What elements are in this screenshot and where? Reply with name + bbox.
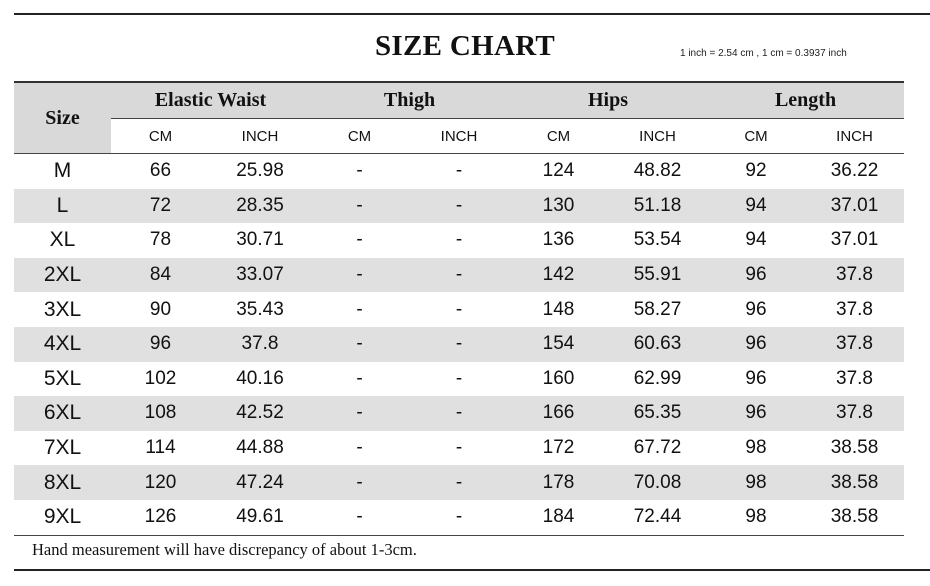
measurement-cell: 49.61 xyxy=(210,500,310,535)
measurement-cell: - xyxy=(455,437,463,459)
measurement-cell: 55.91 xyxy=(608,258,707,293)
size-cell: 2XL xyxy=(14,258,111,293)
measurement-cell: - xyxy=(409,396,509,431)
measurement-cell: - xyxy=(455,160,463,182)
table-row xyxy=(14,292,904,327)
measurement-cell: 96 xyxy=(707,396,805,431)
measurement-cell: 160 xyxy=(542,367,575,389)
measurement-cell: 40.16 xyxy=(236,367,284,389)
size-cell: M xyxy=(53,159,72,183)
unit-header: INCH xyxy=(409,119,509,154)
unit-header: INCH xyxy=(608,119,707,154)
measurement-cell: 98 xyxy=(707,465,805,500)
measurement-cell: 178 xyxy=(509,465,608,500)
measurement-cell: 62.99 xyxy=(633,367,682,389)
measurement-cell: - xyxy=(356,367,363,389)
measurement-cell: 37.01 xyxy=(830,229,879,251)
group-header-row xyxy=(14,82,904,119)
measurement-cell: 30.71 xyxy=(236,229,284,251)
measurement-cell: 72.44 xyxy=(608,500,707,535)
page-title: SIZE CHART xyxy=(375,30,556,62)
measurement-cell: - xyxy=(310,327,409,362)
measurement-cell: 98 xyxy=(707,500,805,535)
measurement-cell: 90 xyxy=(149,298,172,320)
measurement-cell: 42.52 xyxy=(210,396,310,431)
unit-header: CM xyxy=(111,119,210,154)
measurement-cell: 84 xyxy=(111,258,210,293)
measurement-cell: 96 xyxy=(745,367,767,389)
measurement-cell: 102 xyxy=(144,367,177,389)
measurement-cell: 94 xyxy=(707,189,805,224)
measurement-cell: - xyxy=(310,465,409,500)
table-row xyxy=(14,223,904,258)
measurement-cell: 38.58 xyxy=(805,500,904,535)
measurement-cell: 66 xyxy=(149,160,172,182)
measurement-cell: 37.8 xyxy=(805,327,904,362)
size-cell: 5XL xyxy=(43,366,82,390)
measurement-cell: 37.8 xyxy=(805,396,904,431)
table-row xyxy=(14,500,904,535)
size-cell: 7XL xyxy=(43,436,82,460)
measurement-cell: 65.35 xyxy=(608,396,707,431)
measurement-cell: 120 xyxy=(111,465,210,500)
measurement-cell: 108 xyxy=(111,396,210,431)
measurement-cell: 142 xyxy=(509,258,608,293)
size-chart-table xyxy=(14,81,904,536)
measurement-cell: 148 xyxy=(542,298,575,320)
bottom-rule xyxy=(14,569,930,571)
measurement-cell: 98 xyxy=(745,437,767,459)
measurement-cell: 96 xyxy=(707,327,805,362)
unit-header: CM xyxy=(707,119,805,154)
measurement-cell: 33.07 xyxy=(210,258,310,293)
measurement-cell: 154 xyxy=(509,327,608,362)
measurement-cell: 51.18 xyxy=(608,189,707,224)
measurement-cell: 37.8 xyxy=(836,298,873,320)
measurement-cell: 48.82 xyxy=(633,160,682,182)
measurement-cell: - xyxy=(409,500,509,535)
size-cell: L xyxy=(14,189,111,224)
measurement-cell: - xyxy=(356,437,363,459)
measurement-cell: 25.98 xyxy=(236,160,284,182)
measurement-cell: 136 xyxy=(542,229,575,251)
measurement-cell: 96 xyxy=(111,327,210,362)
measurement-cell: - xyxy=(310,500,409,535)
unit-conversion-note: 1 inch = 2.54 cm , 1 cm = 0.3937 inch xyxy=(680,48,847,59)
table-row xyxy=(14,154,904,189)
measurement-cell: 92 xyxy=(745,160,767,182)
measurement-cell: 114 xyxy=(145,437,176,459)
table-row xyxy=(14,396,904,431)
unit-header: INCH xyxy=(805,119,904,154)
measurement-cell: 172 xyxy=(542,437,575,459)
unit-header: CM xyxy=(310,119,409,154)
measurement-cell: 130 xyxy=(509,189,608,224)
measurement-cell: 96 xyxy=(745,298,767,320)
table-row xyxy=(14,431,904,466)
measurement-cell: - xyxy=(356,160,363,182)
measurement-cell: 94 xyxy=(745,229,767,251)
measurement-cell: 126 xyxy=(111,500,210,535)
measurement-cell: 184 xyxy=(509,500,608,535)
measurement-cell: 36.22 xyxy=(830,160,879,182)
measurement-cell: 28.35 xyxy=(210,189,310,224)
size-cell: 9XL xyxy=(14,500,111,535)
size-cell: 8XL xyxy=(14,465,111,500)
measurement-cell: 38.58 xyxy=(805,465,904,500)
measurement-cell: - xyxy=(409,327,509,362)
measurement-cell: 124 xyxy=(542,160,575,182)
measurement-cell: - xyxy=(310,396,409,431)
size-cell: 6XL xyxy=(14,396,111,431)
measurement-cell: 35.43 xyxy=(236,298,284,320)
measurement-cell: 96 xyxy=(707,258,805,293)
measurement-cell: 44.88 xyxy=(236,437,284,459)
measurement-cell: 72 xyxy=(111,189,210,224)
measurement-cell: 60.63 xyxy=(608,327,707,362)
group-header-length: Length xyxy=(707,82,904,119)
size-column-header: Size xyxy=(14,82,111,154)
measurement-cell: 166 xyxy=(509,396,608,431)
table-row xyxy=(14,362,904,397)
measurement-cell: - xyxy=(455,229,463,251)
measurement-cell: 67.72 xyxy=(633,437,682,459)
unit-header-row xyxy=(14,119,904,154)
measurement-cell: 37.8 xyxy=(805,258,904,293)
table-body xyxy=(14,154,904,536)
measurement-note: Hand measurement will have discrepancy of about 1-3cm. xyxy=(32,540,417,559)
size-cell: XL xyxy=(49,228,76,252)
measurement-cell: 38.58 xyxy=(830,437,879,459)
top-rule xyxy=(14,13,930,15)
group-header-hips: Hips xyxy=(509,82,707,119)
measurement-cell: - xyxy=(310,189,409,224)
measurement-cell: 58.27 xyxy=(633,298,682,320)
measurement-cell: - xyxy=(409,258,509,293)
table-row xyxy=(14,258,904,293)
measurement-cell: - xyxy=(310,258,409,293)
measurement-cell: 53.54 xyxy=(633,229,682,251)
measurement-cell: 47.24 xyxy=(210,465,310,500)
table-row xyxy=(14,189,904,224)
measurement-cell: - xyxy=(409,189,509,224)
unit-header: CM xyxy=(509,119,608,154)
measurement-cell: 78 xyxy=(149,229,172,251)
group-header-elastic-waist: Elastic Waist xyxy=(111,82,310,119)
size-cell: 3XL xyxy=(43,297,82,321)
group-header-thigh: Thigh xyxy=(310,82,509,119)
measurement-cell: 37.01 xyxy=(805,189,904,224)
measurement-cell: 70.08 xyxy=(608,465,707,500)
measurement-cell: - xyxy=(455,298,463,320)
measurement-cell: 37.8 xyxy=(836,367,873,389)
measurement-cell: - xyxy=(356,298,363,320)
table-row xyxy=(14,465,904,500)
size-cell: 4XL xyxy=(14,327,111,362)
measurement-cell: - xyxy=(409,465,509,500)
measurement-cell: - xyxy=(356,229,363,251)
measurement-cell: - xyxy=(455,367,463,389)
unit-header: INCH xyxy=(210,119,310,154)
table-row xyxy=(14,327,904,362)
measurement-cell: 37.8 xyxy=(210,327,310,362)
